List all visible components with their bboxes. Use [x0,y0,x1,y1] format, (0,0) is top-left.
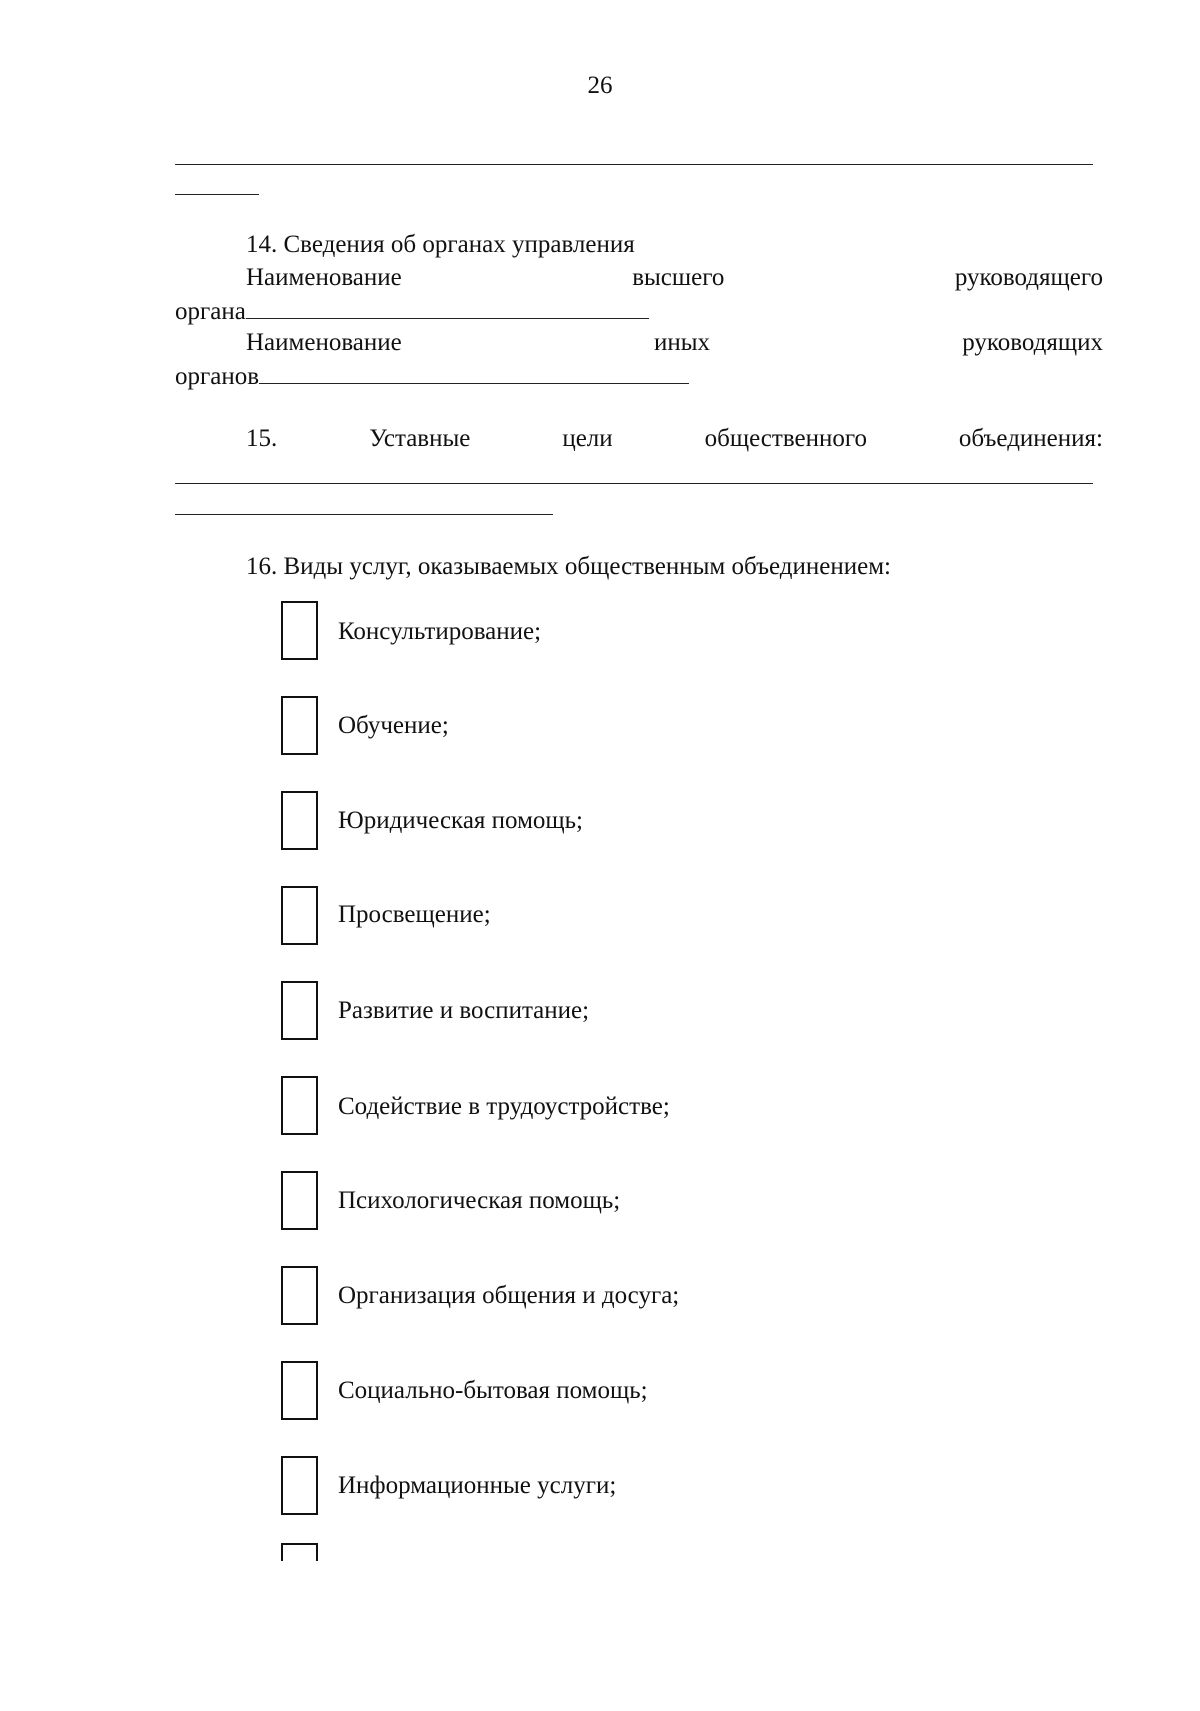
other-bodies-label-row [246,328,1103,358]
checkbox-label-training: Обучение; [338,712,449,739]
checkbox-training[interactable] [281,696,318,755]
checkbox-leisure[interactable] [281,1266,318,1325]
higher-body-suffix: органа [175,298,246,325]
other-bodies-word-2: иных [653,329,710,356]
section-15-title-row [246,424,1103,454]
checkbox-label-development: Развитие и воспитание; [338,997,590,1024]
checkbox-label-education: Просвещение; [338,901,491,928]
section-15-word-5: объединения: [958,425,1103,452]
checkbox-label-information-services: Информационные услуги; [338,1472,617,1499]
section-16-title: 16. Виды услуг, оказываемых общественным объединением: [246,553,891,580]
checkbox-label-employment: Содействие в трудоустройстве; [338,1093,670,1120]
higher-body-word-1: Наименование [246,264,402,291]
checkbox-label-consulting: Консультирование; [338,618,542,645]
higher-body-input-line[interactable] [246,296,649,319]
checkbox-label-psychological-aid: Психологическая помощь; [338,1187,621,1214]
other-bodies-field-row [175,361,689,392]
higher-body-field-row [175,296,649,327]
other-bodies-word-3: руководящих [962,329,1103,356]
section-14-title: 14. Сведения об органах управления [246,231,635,258]
checkbox-label-social-aid: Социально-бытовая помощь; [338,1377,648,1404]
checkbox-employment[interactable] [281,1076,318,1135]
checkbox-development[interactable] [281,981,318,1040]
section-15-input-line-1[interactable] [175,483,1093,484]
section-15-word-3: цели [562,425,613,452]
fill-line-top-2[interactable] [175,194,259,195]
checkbox-label-leisure: Организация общения и досуга; [338,1282,680,1309]
checkbox-social-aid[interactable] [281,1361,318,1420]
checkbox-legal-aid[interactable] [281,791,318,850]
checkbox-education[interactable] [281,886,318,945]
fill-line-top-1[interactable] [175,164,1093,165]
other-bodies-suffix: органов [175,363,260,390]
section-15-word-1: 15. [246,425,278,452]
higher-body-word-3: руководящего [954,264,1103,291]
higher-body-label-row [246,263,1103,293]
checkbox-label-legal-aid: Юридическая помощь; [338,807,583,834]
checkbox-consulting[interactable] [281,601,318,660]
section-15-word-2: Уставные [369,425,471,452]
other-bodies-input-line[interactable] [259,361,689,384]
section-15-input-line-2[interactable] [175,514,553,515]
page-number: 26 [587,72,613,99]
checkbox-information-services[interactable] [281,1456,318,1515]
section-15-word-4: общественного [704,425,867,452]
checkbox-psychological-aid[interactable] [281,1171,318,1230]
higher-body-word-2: высшего [632,264,725,291]
other-bodies-word-1: Наименование [246,329,402,356]
checkbox-partial-cutoff[interactable] [281,1543,318,1561]
